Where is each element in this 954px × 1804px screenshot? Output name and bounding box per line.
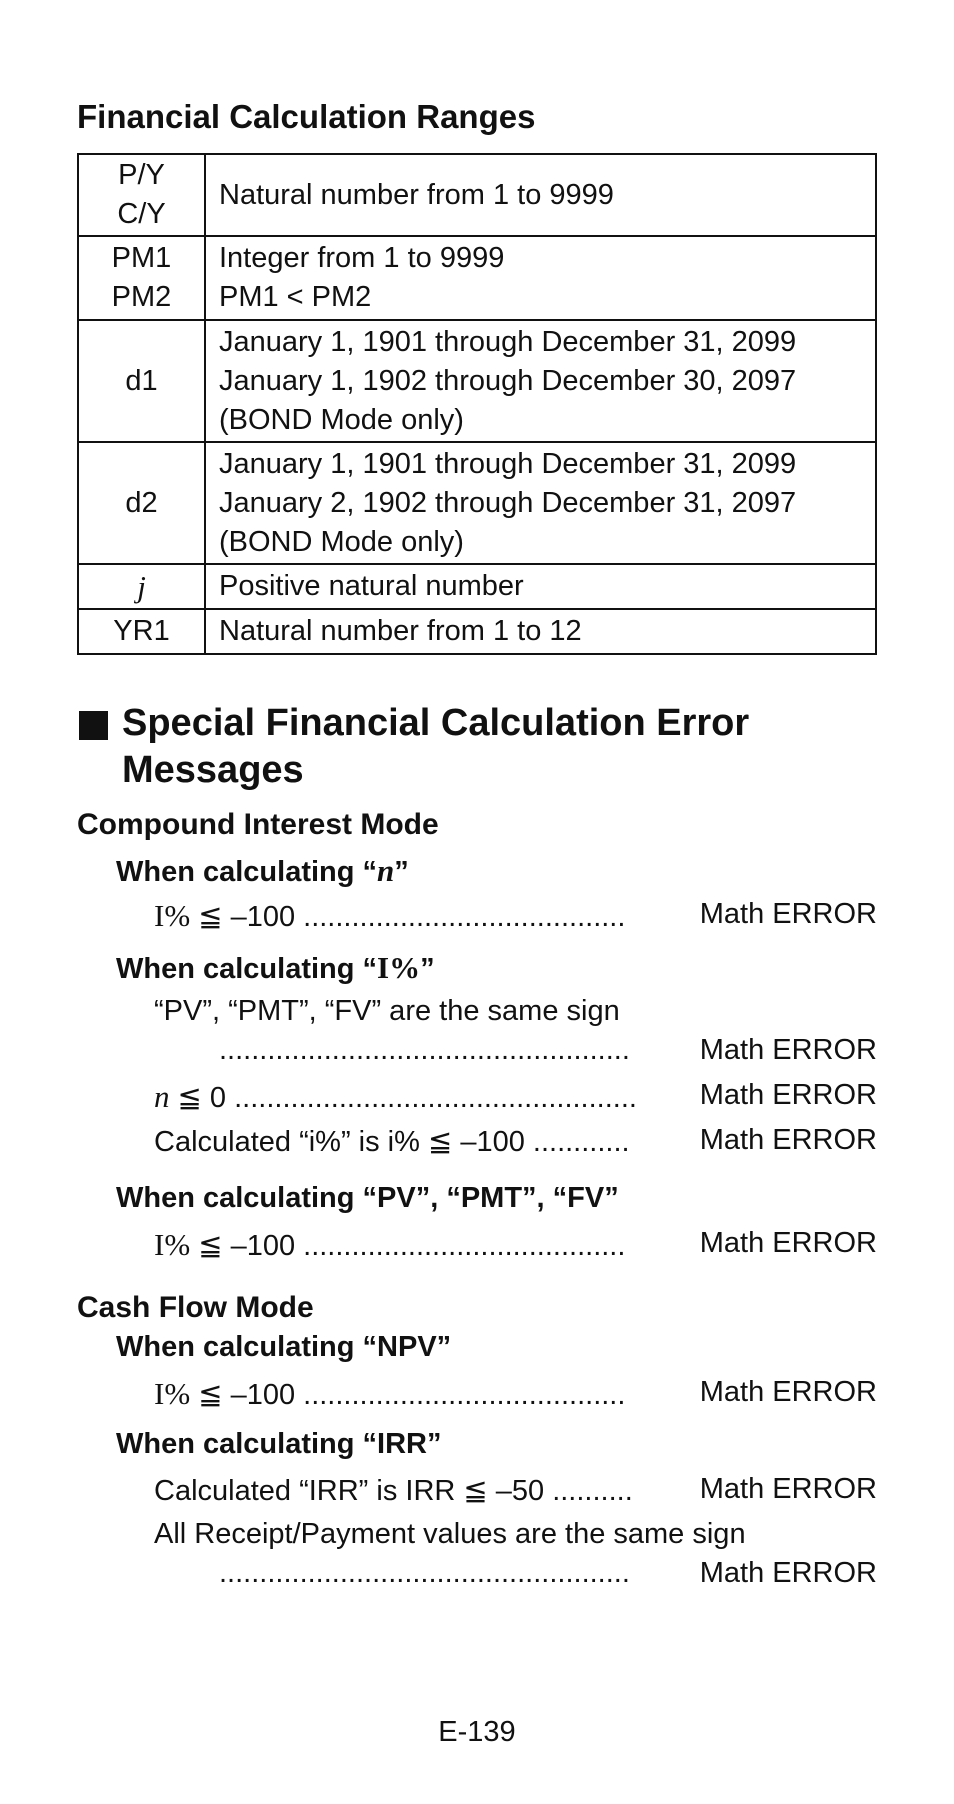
compound-mode-heading: Compound Interest Mode [77, 808, 439, 841]
table-row [78, 154, 876, 236]
error-label: Math ERROR [699, 1034, 877, 1066]
condition-row: “PV”, “PMT”, “FV” are the same sign [154, 995, 620, 1027]
when-calculating-npv: When calculating “NPV” [116, 1331, 452, 1363]
range-key: d1 [78, 320, 205, 442]
cashflow-mode-heading: Cash Flow Mode [77, 1291, 314, 1324]
table-row [78, 320, 876, 442]
error-label: Math ERROR [699, 1376, 877, 1408]
error-label: Math ERROR [699, 1227, 877, 1259]
when-calculating-n: When calculating “n” [116, 853, 409, 888]
condition-row: Calculated “IRR” is IRR ≦ –50 .......... [154, 1475, 633, 1507]
condition-row: n ≦ 0 .................................................. [154, 1079, 637, 1114]
condition-row: I% ≦ –100 ........................................ [154, 1376, 626, 1411]
error-label: Math ERROR [699, 898, 877, 930]
error-label: Math ERROR [699, 1557, 877, 1589]
range-value: Natural number from 1 to 9999 [205, 154, 876, 236]
range-value: Natural number from 1 to 12 [205, 609, 876, 654]
ranges-table [77, 153, 877, 655]
condition-dots: ................................................... [219, 1034, 630, 1066]
range-key: YR1 [78, 609, 205, 654]
condition-row: I% ≦ –100 ........................................ [154, 898, 626, 933]
when-calculating-i: When calculating “I%” [116, 950, 435, 985]
page-number: E-139 [438, 1716, 516, 1748]
range-value: Integer from 1 to 9999 PM1 < PM2 [205, 236, 876, 320]
condition-dots: ................................................... [219, 1557, 630, 1589]
when-calculating-irr: When calculating “IRR” [116, 1428, 442, 1460]
section-title-line1: Special Financial Calculation Error [122, 702, 750, 744]
section-bullet-icon [79, 711, 108, 745]
condition-row: Calculated “i%” is i% ≦ –100 ............ [154, 1126, 630, 1158]
table-row [78, 564, 876, 609]
condition-row: All Receipt/Payment values are the same sign [154, 1518, 746, 1550]
error-label: Math ERROR [699, 1124, 877, 1156]
table-row [78, 442, 876, 564]
range-key: d2 [78, 442, 205, 564]
error-label: Math ERROR [699, 1079, 877, 1111]
range-key: P/Y C/Y [78, 154, 205, 236]
range-value: January 1, 1901 through December 31, 2099 January 2, 1902 through December 31, 2097 (BOND Mode only) [205, 442, 876, 564]
ranges-heading: Financial Calculation Ranges [77, 98, 536, 135]
condition-row: I% ≦ –100 ........................................ [154, 1227, 626, 1262]
error-label: Math ERROR [699, 1473, 877, 1505]
table-row [78, 236, 876, 320]
range-value: January 1, 1901 through December 31, 2099 January 1, 1902 through December 30, 2097 (BOND Mode only) [205, 320, 876, 442]
range-key: j [78, 564, 205, 609]
range-value: Positive natural number [205, 564, 876, 609]
range-key: PM1 PM2 [78, 236, 205, 320]
section-title-line2: Messages [122, 749, 304, 791]
table-row [78, 609, 876, 654]
when-calculating-pv: When calculating “PV”, “PMT”, “FV” [116, 1182, 619, 1214]
